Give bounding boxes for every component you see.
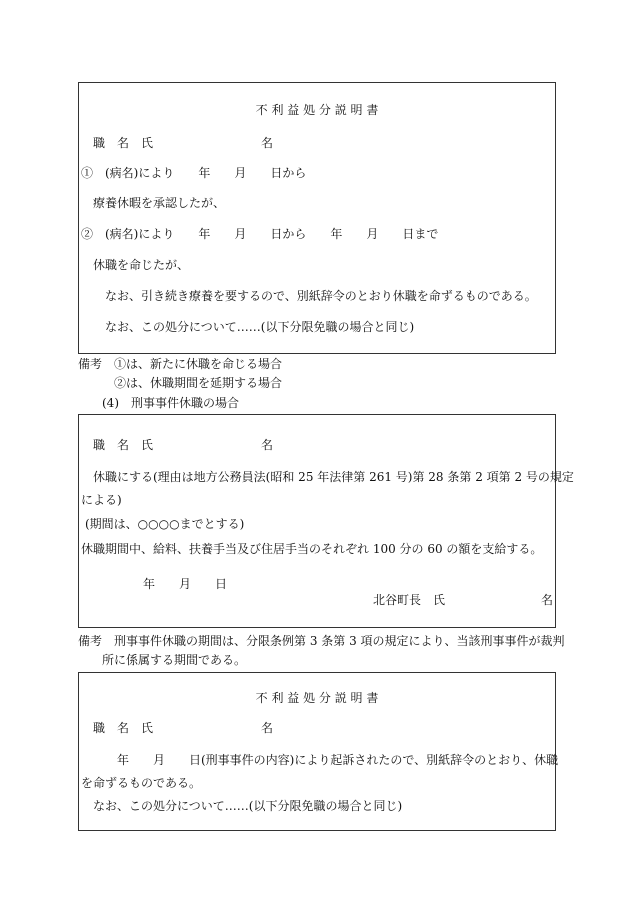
suspension-reason-line: 休職にする(理由は地方公務員法(昭和 25 年法律第 261 号)第 28 条第 2 項第 2 号の規定 bbox=[93, 470, 574, 484]
sick-leave-line: ① (病名)により 年 月 日から bbox=[81, 166, 307, 180]
continued-treatment-line: なお、引き続き療養を要するので、別紙辞令のとおり休職を命ずるものである。 bbox=[105, 289, 537, 303]
section-subheading: (4) 刑事事件休職の場合 bbox=[102, 396, 239, 410]
name-row: 職 名 氏 名 bbox=[93, 721, 274, 735]
indictment-line-cont: を命ずるものである。 bbox=[81, 776, 202, 790]
suspension-period-line: (期間は、○○○○までとする) bbox=[85, 517, 245, 531]
explanation-box-sick-leave bbox=[78, 82, 556, 354]
disposition-note-line: なお、この処分について……(以下分限免職の場合と同じ) bbox=[93, 799, 403, 813]
date-row: 年 月 日 bbox=[143, 577, 228, 591]
name-row: 職 名 氏 名 bbox=[93, 438, 274, 452]
suspension-order-box bbox=[78, 414, 574, 628]
indictment-line: 年 月 日(刑事事件の内容)により起訴されたので、別紙辞令のとおり、休職 bbox=[117, 753, 559, 767]
suspension-reason-cont: による) bbox=[81, 493, 122, 507]
explanation-box-criminal-case bbox=[78, 672, 559, 831]
document-title: 不 利 益 処 分 説 明 書 bbox=[255, 103, 379, 117]
remarks-line-1: 備考 ①は、新たに休職を命じる場合 bbox=[78, 357, 283, 371]
suspension-period-line: ② (病名)により 年 月 日から 年 月 日まで bbox=[81, 227, 439, 241]
disposition-note-line: なお、この処分について……(以下分限免職の場合と同じ) bbox=[105, 320, 415, 334]
salary-payment-line: 休職期間中、給料、扶養手当及び住居手当のそれぞれ 100 分の 60 の額を支給する。 bbox=[81, 542, 543, 556]
remarks-line-1: 備考 刑事事件休職の期間は、分限条例第 3 条第 3 項の規定により、当該刑事事件が裁判 bbox=[78, 634, 565, 648]
suspension-ordered-line: 休職を命じたが、 bbox=[93, 258, 190, 272]
remarks-line-2: ②は、休職期間を延期する場合 bbox=[114, 376, 283, 390]
document-title: 不 利 益 処 分 説 明 書 bbox=[255, 691, 379, 705]
remarks-line-2: 所に係属する期間である。 bbox=[102, 653, 247, 667]
sick-leave-approved-line: 療養休暇を承認したが、 bbox=[93, 196, 226, 210]
name-row: 職 名 氏 名 bbox=[93, 136, 274, 150]
mayor-signature: 北谷町長 氏 名 bbox=[373, 593, 554, 607]
